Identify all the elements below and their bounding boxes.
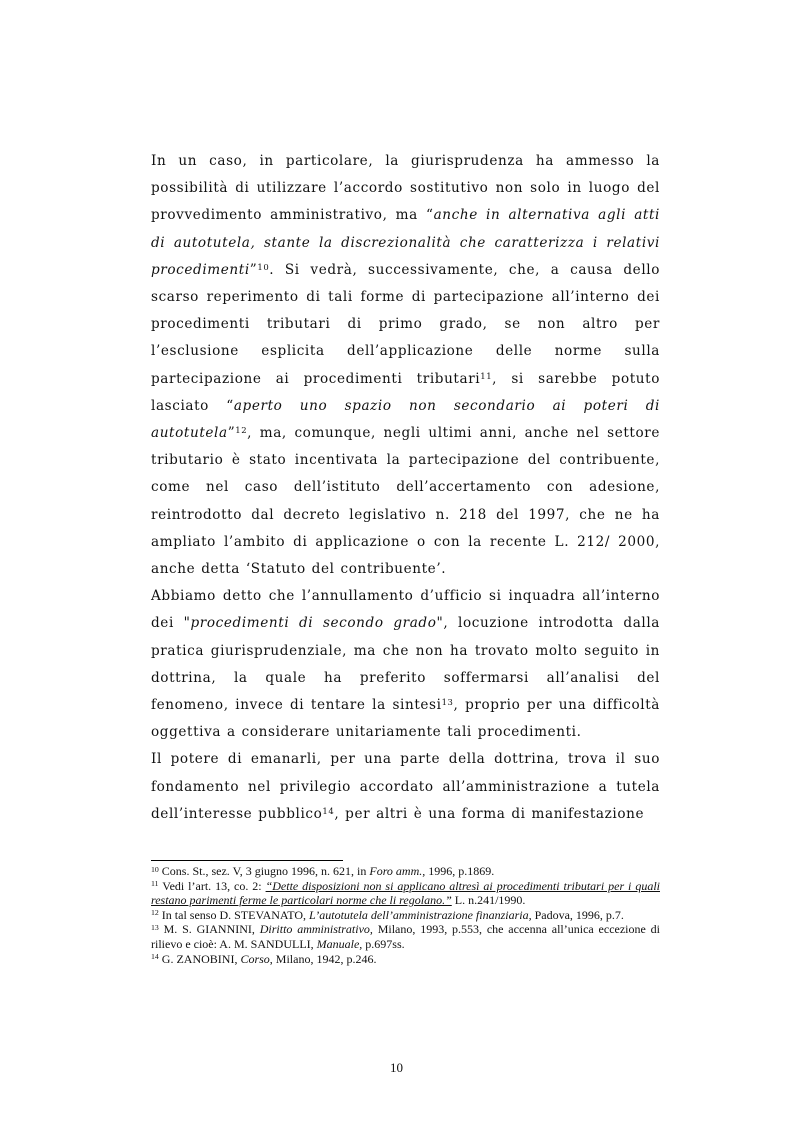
text-run: ” [249,261,258,278]
text-run: ” [227,425,236,442]
paragraph-2 [151,583,660,746]
body-text [151,148,660,828]
footnote-italic: L’autotutela dell’amministrazione finanziaria, [309,907,532,922]
footnote-text: Padova, 1996, p.7. [531,907,624,922]
footnote-text: Milano, 1993, p.553, che accenna all’unica eccezione di rilievo e cioè: A. M. SANDULLI, [151,922,660,951]
footnote-text: 1996, p.1869. [425,864,495,878]
text-run: , per altri è una forma di manifestazione [334,805,645,822]
footnote-ref-12[interactable]: 12 [235,425,248,436]
text-run: , proprio per una difficoltà oggettiva a considerare unitariamente tali procedimenti. [151,697,660,741]
footnote-11 [151,879,660,908]
footnote-italic: “Dette disposizioni non si applicano altresì ai procedimenti tributari per i quali restano parimenti ferme le particolari norme che li regolano.” [151,878,660,908]
footnote-italic: Corso [240,951,270,966]
footnote-ref-14[interactable]: 14 [322,806,335,817]
footnote-text: G. ZANOBINI, [158,951,241,966]
footnote-text: , Milano, 1942, p.246. [269,951,377,966]
footnote-number: 13 [151,922,159,932]
quote-italic: aperto uno spazio non secondario ai poteri di autotutela [151,397,660,442]
footnote-separator [151,860,343,861]
footnote-text: L. n.241/1990. [451,893,526,908]
quote-italic: procedimenti di secondo grado [190,615,437,632]
footnote-13 [151,922,660,951]
page-number: 10 [390,1060,403,1075]
footnote-text: Vedi l’art. 13, co. 2: [158,878,266,893]
text-run: , ma, comunque, negli ultimi anni, anche nel settore tributario è stato incentivata la partecipazione del contribuente, come nel caso dell’istituto dell’accertamento con adesione, reintrodotto dal decreto legislativo n. 218 del 1997, che ne ha ampliato l’ambito di applicazione o con la recente L. 212/ 2000, anche detta ‘Statuto del contribuente’. [151,425,660,578]
footnotes [151,864,660,966]
footnote-italic: Manuale, [316,936,363,951]
footnote-text: p.697ss. [362,936,405,951]
footnote-ref-10[interactable]: 10 [257,262,270,273]
text-run: ", locuzione introdotta dalla pratica giurisprudenziale, ma che non ha trovato molto seguito in dottrina, la quale ha preferito soffermarsi all’analisi del fenomeno, invece di tentare la sintesi [151,615,660,714]
footnote-number: 10 [151,864,159,874]
footnote-12 [151,908,660,923]
paragraph-3 [151,746,660,828]
quote-italic: anche in alternativa agli atti di autotutela, stante la discrezionalità che caratterizza i relativi procedimenti [151,207,660,278]
text-run: Il potere di emanarli, per una parte della dottrina, trova il suo fondamento nel privilegio accordato all’amministrazione a tutela dell’interesse pubblico [151,751,660,822]
text-run: In un caso, in particolare, la giurisprudenza ha ammesso la possibilità di utilizzare l’accordo sostitutivo non solo in luogo del provvedimento amministrativo, ma “ [151,153,660,224]
footnote-italic: Diritto amministrativo, [259,922,373,937]
footnote-number: 12 [151,908,159,918]
footnote-10 [151,864,660,879]
text-run: Abbiamo detto che l’annullamento d’ufficio si inquadra all’interno dei " [151,588,660,632]
text-run: . Si vedrà, successivamente, che, a causa dello scarso reperimento di tali forme di partecipazione all’interno dei procedimenti tributari di primo grado, se non altro per l’esclusione esplicita dell’applicazione delle norme sulla partecipazione ai procedimenti tributari [151,261,660,387]
paragraph-1 [151,148,660,583]
footnote-text: M. S. GIANNINI, [158,922,260,937]
footnote-ref-11[interactable]: 11 [480,370,493,381]
footnote-number: 11 [151,879,159,889]
footnote-italic: Foro amm., [369,864,426,878]
text-run: , si sarebbe potuto lasciato “ [151,370,660,414]
footnote-number: 14 [151,952,159,962]
footnote-ref-13[interactable]: 13 [441,697,454,708]
footnote-text: In tal senso D. STEVANATO, [158,907,310,922]
footnote-text: Cons. St., sez. V, 3 giugno 1996, n. 621, in [158,864,370,878]
footnote-14 [151,952,660,967]
